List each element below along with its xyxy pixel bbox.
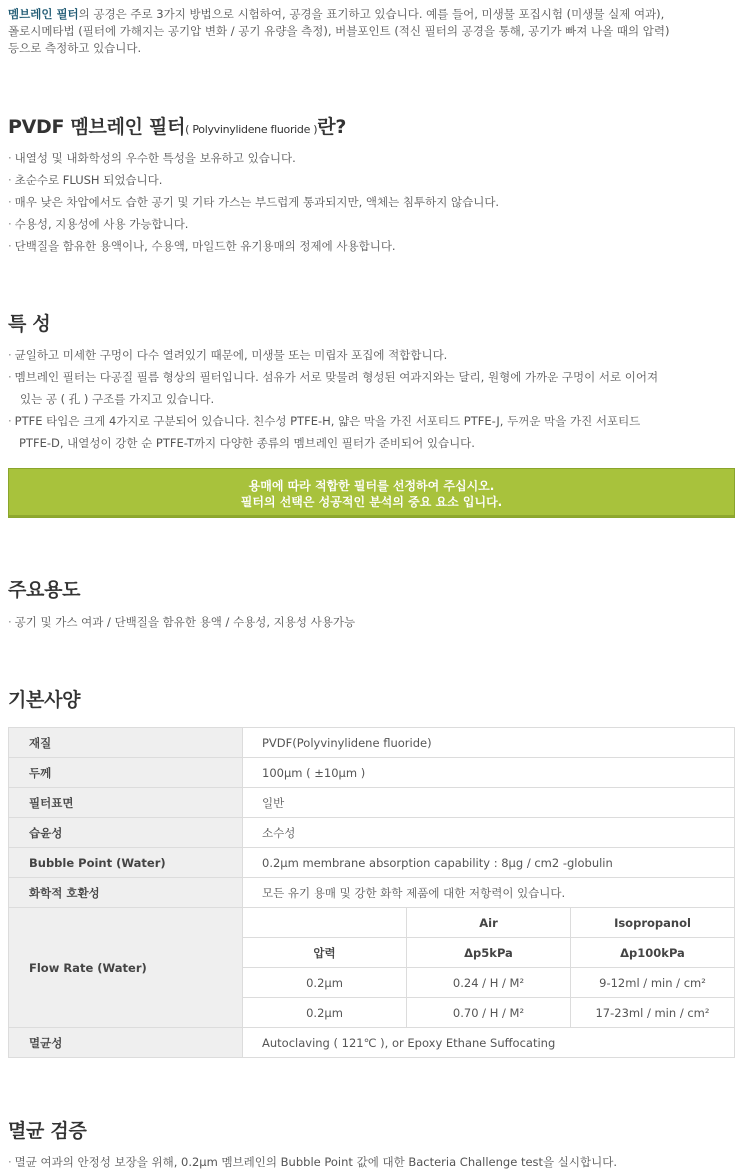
flow-header-air: Air: [407, 908, 571, 938]
spec-key: 두께: [9, 758, 243, 788]
list-item: · 공기 및 가스 여과 / 단백질을 함유한 용액 / 수용성, 지용성 사용가능: [8, 615, 356, 629]
flow-sub-isopropanol: Δp100kPa: [571, 938, 735, 968]
flow-cell-isopropanol: 9-12ml / min / cm²: [571, 968, 735, 998]
flow-cell-air: 0.24 / H / M²: [407, 968, 571, 998]
flow-cell-size: 0.2μm: [243, 998, 407, 1028]
flow-cell-air: 0.70 / H / M²: [407, 998, 571, 1028]
features-heading: 특 성: [8, 313, 51, 335]
list-item-text: 공기 및 가스 여과 / 단백질을 함유한 용액 / 수용성, 지용성 사용가능: [14, 615, 356, 629]
list-item: · 내열성 및 내화학성의 우수한 특성을 보유하고 있습니다.: [8, 151, 296, 165]
spec-key: 멸균성: [9, 1028, 243, 1058]
flow-cell-isopropanol: 17-23ml / min / cm²: [571, 998, 735, 1028]
spec-key: 습윤성: [9, 818, 243, 848]
flow-cell-size: 0.2μm: [243, 968, 407, 998]
table-row: [9, 788, 735, 818]
features-list: [8, 344, 736, 454]
uses-list: [8, 611, 736, 633]
list-item: · 매우 낮은 차압에서도 습한 공기 및 기타 가스는 부드럽게 통과되지만, 액체는 침투하지 않습니다.: [8, 195, 500, 209]
list-item: · 균일하고 미세한 구멍이 다수 열려있기 때문에, 미생물 또는 미립자 포집에 적합합니다.: [8, 348, 448, 362]
list-item: · 멸균 여과의 안정성 보장을 위해, 0.2μm 멤브레인의 Bubble Point 값에 대한 Bacteria Challenge test을 실시합니다.: [8, 1155, 617, 1169]
list-item-text: 멤브레인 필터는 다공질 필름 형상의 필터입니다. 섬유가 서로 맞물려 형성된 여과지와는 달리, 원형에 가까운 구멍이 서로 이어져: [14, 370, 659, 384]
table-row: [9, 1028, 735, 1058]
pvdf-heading-main: PVDF 멤브레인 필터: [8, 116, 186, 138]
spec-key: Flow Rate (Water): [9, 908, 243, 1028]
list-item-text: 균일하고 미세한 구멍이 다수 열려있기 때문에, 미생물 또는 미립자 포집에 적합합니다.: [14, 348, 448, 362]
table-row: [9, 758, 735, 788]
list-item-text: 초순수로 FLUSH 되었습니다.: [14, 173, 163, 187]
intro-highlight: 멤브레인 필터: [8, 7, 79, 21]
spec-heading: 기본사양: [8, 689, 81, 711]
flow-header-isopropanol: Isopropanol: [571, 908, 735, 938]
spec-key: 재질: [9, 728, 243, 758]
list-item: · 초순수로 FLUSH 되었습니다.: [8, 173, 163, 187]
validation-list: [8, 1151, 736, 1173]
pvdf-heading-end: 란?: [317, 116, 347, 138]
intro-line-1: [8, 6, 736, 23]
list-item: · 단백질을 함유한 용액이나, 수용액, 마일드한 유기용매의 정제에 사용합니다.: [8, 239, 396, 253]
spec-value: PVDF(Polyvinylidene fluoride): [243, 728, 735, 758]
table-row: [9, 848, 735, 878]
banner-line-2: 필터의 선택은 성공적인 분석의 중요 요소 입니다.: [240, 495, 503, 509]
table-row: [9, 908, 735, 938]
list-item-text: 매우 낮은 차압에서도 습한 공기 및 기타 가스는 부드럽게 통과되지만, 액체는 침투하지 않습니다.: [14, 195, 500, 209]
flow-sub-pressure: 압력: [243, 938, 407, 968]
intro-paragraph: [8, 6, 736, 57]
table-row: [9, 818, 735, 848]
spec-value: 일반: [243, 788, 735, 818]
spec-key: Bubble Point (Water): [9, 848, 243, 878]
list-item-text: PTFE 타입은 크게 4가지로 구분되어 있습니다. 친수성 PTFE-H, 얇은 막을 가진 서포티드 PTFE-J, 두꺼운 막을 가진 서포티드: [14, 414, 641, 428]
spec-value: Autoclaving ( 121℃ ), or Epoxy Ethane Suffocating: [243, 1028, 735, 1058]
notice-banner: [8, 468, 735, 518]
list-item: · 수용성, 지용성에 사용 가능합니다.: [8, 217, 189, 231]
table-row: [9, 878, 735, 908]
intro-line-1-text: 의 공경은 주로 3가지 방법으로 시험하여, 공경을 표기하고 있습니다. 예를 들어, 미생물 포집시험 (미생물 실제 여과),: [78, 7, 665, 21]
intro-line-3: 등으로 측정하고 있습니다.: [8, 41, 142, 55]
spec-key: 화학적 호환성: [9, 878, 243, 908]
pvdf-list: [8, 147, 736, 257]
validation-heading: 멸균 검증: [8, 1120, 87, 1142]
intro-line-2: 폴로시메타법 (필터에 가해지는 공기압 변화 / 공기 유량을 측정), 버블포인트 (적신 필터의 공경을 통해, 공기가 빠져 나올 때의 압력): [8, 24, 670, 38]
spec-value: 100μm ( ±10μm ): [243, 758, 735, 788]
spec-key: 필터표면: [9, 788, 243, 818]
list-item-text: 멸균 여과의 안정성 보장을 위해, 0.2μm 멤브레인의 Bubble Point 값에 대한 Bacteria Challenge test을 실시합니다.: [14, 1155, 617, 1169]
list-item-text: 단백질을 함유한 용액이나, 수용액, 마일드한 유기용매의 정제에 사용합니다.: [14, 239, 396, 253]
list-item-text: 수용성, 지용성에 사용 가능합니다.: [14, 217, 189, 231]
spec-value: 0.2μm membrane absorption capability : 8μg / cm2 -globulin: [243, 848, 735, 878]
spec-table: [8, 727, 735, 1058]
spec-value: 모든 유기 용매 및 강한 화학 제품에 대한 저항력이 있습니다.: [243, 878, 735, 908]
flow-sub-air: Δp5kPa: [407, 938, 571, 968]
list-item-text: 내열성 및 내화학성의 우수한 특성을 보유하고 있습니다.: [14, 151, 296, 165]
list-item-continuation: 있는 공 ( 孔 ) 구조를 가지고 있습니다.: [20, 392, 215, 406]
list-item: · PTFE 타입은 크게 4가지로 구분되어 있습니다. 친수성 PTFE-H, 얇은 막을 가진 서포티드 PTFE-J, 두꺼운 막을 가진 서포티드: [8, 414, 641, 428]
pvdf-heading: [8, 112, 346, 139]
flow-header-empty: [243, 908, 407, 938]
spec-value: 소수성: [243, 818, 735, 848]
table-row: [9, 728, 735, 758]
banner-line-1: 용매에 따라 적합한 필터를 선정하여 주십시오.: [248, 479, 495, 493]
pvdf-heading-paren: ( Polyvinylidene fluoride ): [185, 123, 318, 136]
list-item: · 멤브레인 필터는 다공질 필름 형상의 필터입니다. 섬유가 서로 맞물려 형성된 여과지와는 달리, 원형에 가까운 구멍이 서로 이어져: [8, 370, 659, 384]
uses-heading: 주요용도: [8, 579, 81, 601]
list-item-continuation: PTFE-D, 내열성이 강한 순 PTFE-T까지 다양한 종류의 멤브레인 필터가 준비되어 있습니다.: [19, 436, 475, 450]
